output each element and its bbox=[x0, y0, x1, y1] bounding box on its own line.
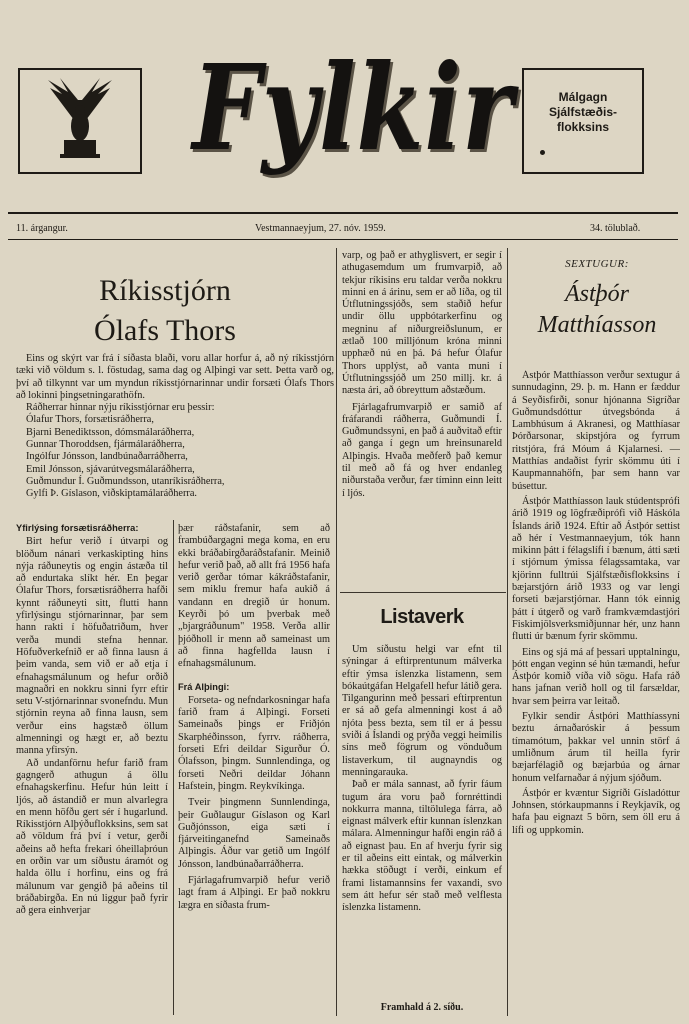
minister-item: Bjarni Benediktsson, dómsmálaráðherra, bbox=[26, 426, 195, 438]
lead-paragraph: Eins og skýrt var frá í síðasta blaði, voru allar horfur á, að ný ríkisstjórn tæki við völdum s. l. föstudag, sama dag og Alþingi var sett. Þetta varð og, því að tilkynnt var um myndun ríkisstjórnarinnar undir forsæti Ólafs Thors að lokinni þingsetningarathöfn. bbox=[16, 353, 334, 401]
minister-item: Gylfi Þ. Gíslason, viðskiptamálaráðherra. bbox=[26, 488, 198, 500]
body-paragraph: Ástþór Matthíasson lauk stúdentsprófi árið 1919 og lögfræðiprófi við Háskóla Íslands árið 1924. Eftir að Ástþór settist að hér í Vestmannaeyjum, tók hann mikinn þátt í félagslífi í bænum, átti sæti í stjórnum ýmissa félagssamtaka, var kjörinn fulltrúi Sjálfstæðisflokksins í bæjarstjórn árið 1933 og var lengi forseti bæjarstjórnar. Hann tók einnig þátt í útgerð og varð framkvæmdastjóri Fiskimjölsverksmiðjunnar hér, unz hann flutti úr bænum fyrir skömmu. bbox=[512, 495, 680, 643]
masthead-title: Fylkir bbox=[192, 38, 514, 177]
place-date: Vestmannaeyjum, 27. nóv. 1959. bbox=[255, 223, 386, 234]
subhead-statement: Yfirlýsing forsætisráðherra: bbox=[16, 523, 139, 533]
body-paragraph: Að undanförnu hefur farið fram gagngerð athugun á öllu efnahagskerfinu. Hefur hún leitt í ljós, að ástandið er mun alvarlegra en menn höfðu gert sér í hugarlund. Ríkisstjórn Alþýðuflokksins, sem sat að völdum frá því í vetur, gerði aðeins að hefta frekari óheillaþróun en orðin var um síðustu áramót og halda öllu í horfinu, eins og frá málunum var gengið þá aðeins til bráðabirgða. En nú liggur það fyrir að gera einhverjar bbox=[16, 757, 168, 917]
body-paragraph: Fjárlagafrumvarpið er samið af fráfarandi ráðherra, Guðmundi Í. Guðmundssyni, en það á auðvitað eftir að ganga í gegn um hreinsunareld Alþingis. Hvaða meðferð það kemur til með að fá og hver endanleg niðurstaða verður, fær tíminn einn leitt í ljós. bbox=[342, 401, 502, 499]
body-paragraph: þær ráðstafanir, sem að frambúðargagni mega koma, en eru ekki bráðabirgðaráðstafanir. Meinið hefur verið það, að allt frá 1956 hafa verið gerðar tómar kákráðstafanir, sem miklu fremur hafa aukið á vandann en dregið úr honum. Keyrði þó um þverbak með „bjargráðunum" 1958. Verða allir þjóðholl ir menn að sameinast um að finna hagfellda lausn í efnahagsmálunum. bbox=[178, 523, 330, 670]
birthday-body bbox=[512, 370, 680, 1015]
column-divider bbox=[336, 248, 337, 1016]
emblem-box bbox=[18, 68, 142, 174]
infobar-rule bbox=[8, 239, 678, 240]
column-divider bbox=[507, 248, 508, 1016]
body-paragraph: Forseta- og nefndarkosningar hafa farið fram á Alþingi. Forseti Sameinaðs þings er Friðjón Skarphéðinsson, fyrrv. ráðherra, forseti Efri deildar Sigurður Ó. Ólafsson, þingm. Sunnlendinga, og forseti Neðri deildar Jóhann Hafstein, þingm. Reykvíkinga. bbox=[178, 694, 330, 792]
ministers-list bbox=[16, 414, 334, 500]
motto-box bbox=[522, 68, 644, 174]
headline-line-1: Ríkisstjórn bbox=[99, 274, 231, 307]
motto-line-2: Sjálfstæðis- bbox=[548, 105, 617, 119]
body-paragraph: Ástþór Matthíasson verður sextugur á sunnudaginn, 29. þ. m. Hann er fæddur á Seyðisfirði, sonur hjónanna Sigríðar Guðmundsdóttur útvegsbónda á Lambhúsum á Akranesi, og Matthíasar Þórðarsonar, skipstjóra og fyrrum ritstjóra, frá Móum á Kjalarnesi. — Matthías andaðist fyrir skömmu úti í Kaupmannahöfn, þar sem hann var búsettur. bbox=[512, 370, 680, 492]
motto-line-1: Málgagn bbox=[558, 90, 608, 104]
continued-note: Framhald á 2. síðu. bbox=[380, 1002, 464, 1013]
article-column-1 bbox=[16, 516, 168, 1016]
issue-number: 34. tölublað. bbox=[590, 223, 641, 234]
minister-item: Ingólfur Jónsson, landbúnaðarráðherra, bbox=[26, 451, 188, 463]
headline-line-2: Ólafs Thors bbox=[94, 314, 236, 347]
article-lead bbox=[16, 353, 334, 513]
body-paragraph: Fjárlagafrumvarpið hefur verið lagt fram á Alþingi. Er það nokkru lægra en síðasta frum- bbox=[178, 875, 330, 911]
body-paragraph: Birt hefur verið í útvarpi og blöðum nánari verkaskipting hins nýja ráðuneytis og engin ástæða til að endurtaka slíkt hér. En þegar Ólafur Thors, forsætisráðherra hafði kynnt ráðuneyti sitt, flutti hann yfirlýsingu stjórnarinnar, þar sem hann rakti í höfuðatriðum, hver verða mundi stefna hennar. Höfuðverkefnið er að finna lausn á þeim vanda, sem við er að etja í efnahagsmálunum og hefur orðið magnaðri en nokkru sinni fyrr eftir setu V-stjórnarinnar svonefndu. Mun stjórnin reyna að finna lausn, sem verður eins hagstæð öllum almenningi og hægt er, að beztu manna yfirsýn. bbox=[16, 536, 168, 757]
eagle-emblem-icon bbox=[20, 70, 140, 172]
body-paragraph: Tveir þingmenn Sunnlendinga, þeir Guðlaugur Gíslason og Karl Guðjónsson, eiga sæti í fjárveitinganefnd Sameinaðs Alþingis. Áður var getið um Ingólf Jónsson, landbúnaðarráðherra. bbox=[178, 797, 330, 870]
birthday-name-1: Ástþór bbox=[564, 281, 629, 307]
masthead-rule bbox=[8, 212, 678, 214]
volume-label: 11. árgangur. bbox=[16, 223, 68, 234]
bullet-icon bbox=[540, 150, 545, 155]
birthday-name-2: Matthíasson bbox=[537, 312, 657, 338]
body-paragraph: Fylkir sendir Ástþóri Matthíassyni beztu árnaðaróskir á þessum tímamótum, þakkar vel unnin störf á umliðnum árum til heilla fyrir bæjarfélagið og bæjarbúa og árnar honum velfarnaðar á nýjum sjóðum. bbox=[512, 711, 680, 784]
listaverk-body bbox=[342, 644, 502, 1000]
body-paragraph: Um síðustu helgi var efnt til sýningar á eftirprentunum málverka eftir ýmsa íslenzka listamenn, sem bókaútgáfan Helgafell hefur látið gera. Tilgangurinn með þessari eftirprentun er sá að gefa almenningi kost á að njóta þess bezta, sem til er á þessu sviði á Íslandi og prýða veggi heimilis síns með fögrum og vönduðum listaverkum, til augnayndis og menningarauka. bbox=[342, 644, 502, 778]
birthday-kicker: SEXTUGUR: bbox=[565, 258, 629, 270]
article-column-2 bbox=[178, 523, 330, 1016]
column-divider bbox=[173, 520, 174, 1015]
minister-item: Guðmundur Í. Guðmundsson, utanríkisráðherra, bbox=[26, 475, 225, 487]
subhead-parliament: Frá Alþingi: bbox=[178, 681, 230, 692]
minister-item: Emil Jónsson, sjávarútvegsmálaráðherra, bbox=[26, 463, 195, 475]
body-paragraph: varp, og það er athyglisvert, er segir í athugasemdum um frumvarpið, að tekjur ríkisins eru taldar verða nokkru minni en á árinu, sem er að líða, og til Útflutningssjóðs, sem staðið hefur undir öllu uppbótarkerfinu og megninu af niðurgreiðslunum, er ætlað 100 milljónum króna minni upphæð nú en þá. Þá hefur Ólafur Thors upplýst, að vanta muni í Útflutningssjóð um 250 millj. kr. á næsta ári, að óbreyttum aðstæðum. bbox=[342, 250, 502, 397]
section-divider bbox=[340, 592, 506, 593]
listaverk-headline: Listaverk bbox=[380, 606, 464, 628]
body-paragraph: Ástþór er kvæntur Sigríði Gísladóttur Johnsen, stórkaupmanns í Reykjavík, og hafa þau eignazt 5 börn, sem öll eru á lífi og uppkomin. bbox=[512, 787, 680, 836]
article-column-3 bbox=[342, 250, 502, 584]
ministers-intro: Ráðherrar hinnar nýju ríkisstjórnar eru þessir: bbox=[26, 402, 215, 414]
body-paragraph: Það er mála sannast, að fyrir fáum tugum ára voru það fornréttindi nokkurra manna, tiltölulega fárra, að eignast málverk eftir kunnan íslenzkan málara. Almenningur hafði engin ráð á að eignast þau. En af hverju fyrir sig er til aðeins eitt eintak, og málverkin hækka stöðugt í verði, einkum ef frami listamannsins fer vaxandi, svo sem átt hefur sér stað með velflesta íslenzka listamenn. bbox=[342, 779, 502, 914]
minister-item: Ólafur Thors, forsætisráðherra, bbox=[26, 414, 154, 426]
body-paragraph: Eins og sjá má af þessari upptalningu, þótt engan veginn sé hún tæmandi, hefur Ástþór komið víða við sögu. Hafa ráð hans jafnan verið holl og til farsældar, hvar sem þeirra var leitað. bbox=[512, 646, 680, 707]
motto-line-3: flokksins bbox=[556, 120, 610, 134]
minister-item: Gunnar Thoroddsen, fjármálaráðherra, bbox=[26, 439, 185, 451]
article-headline bbox=[30, 272, 300, 352]
birthday-headline bbox=[512, 278, 682, 340]
